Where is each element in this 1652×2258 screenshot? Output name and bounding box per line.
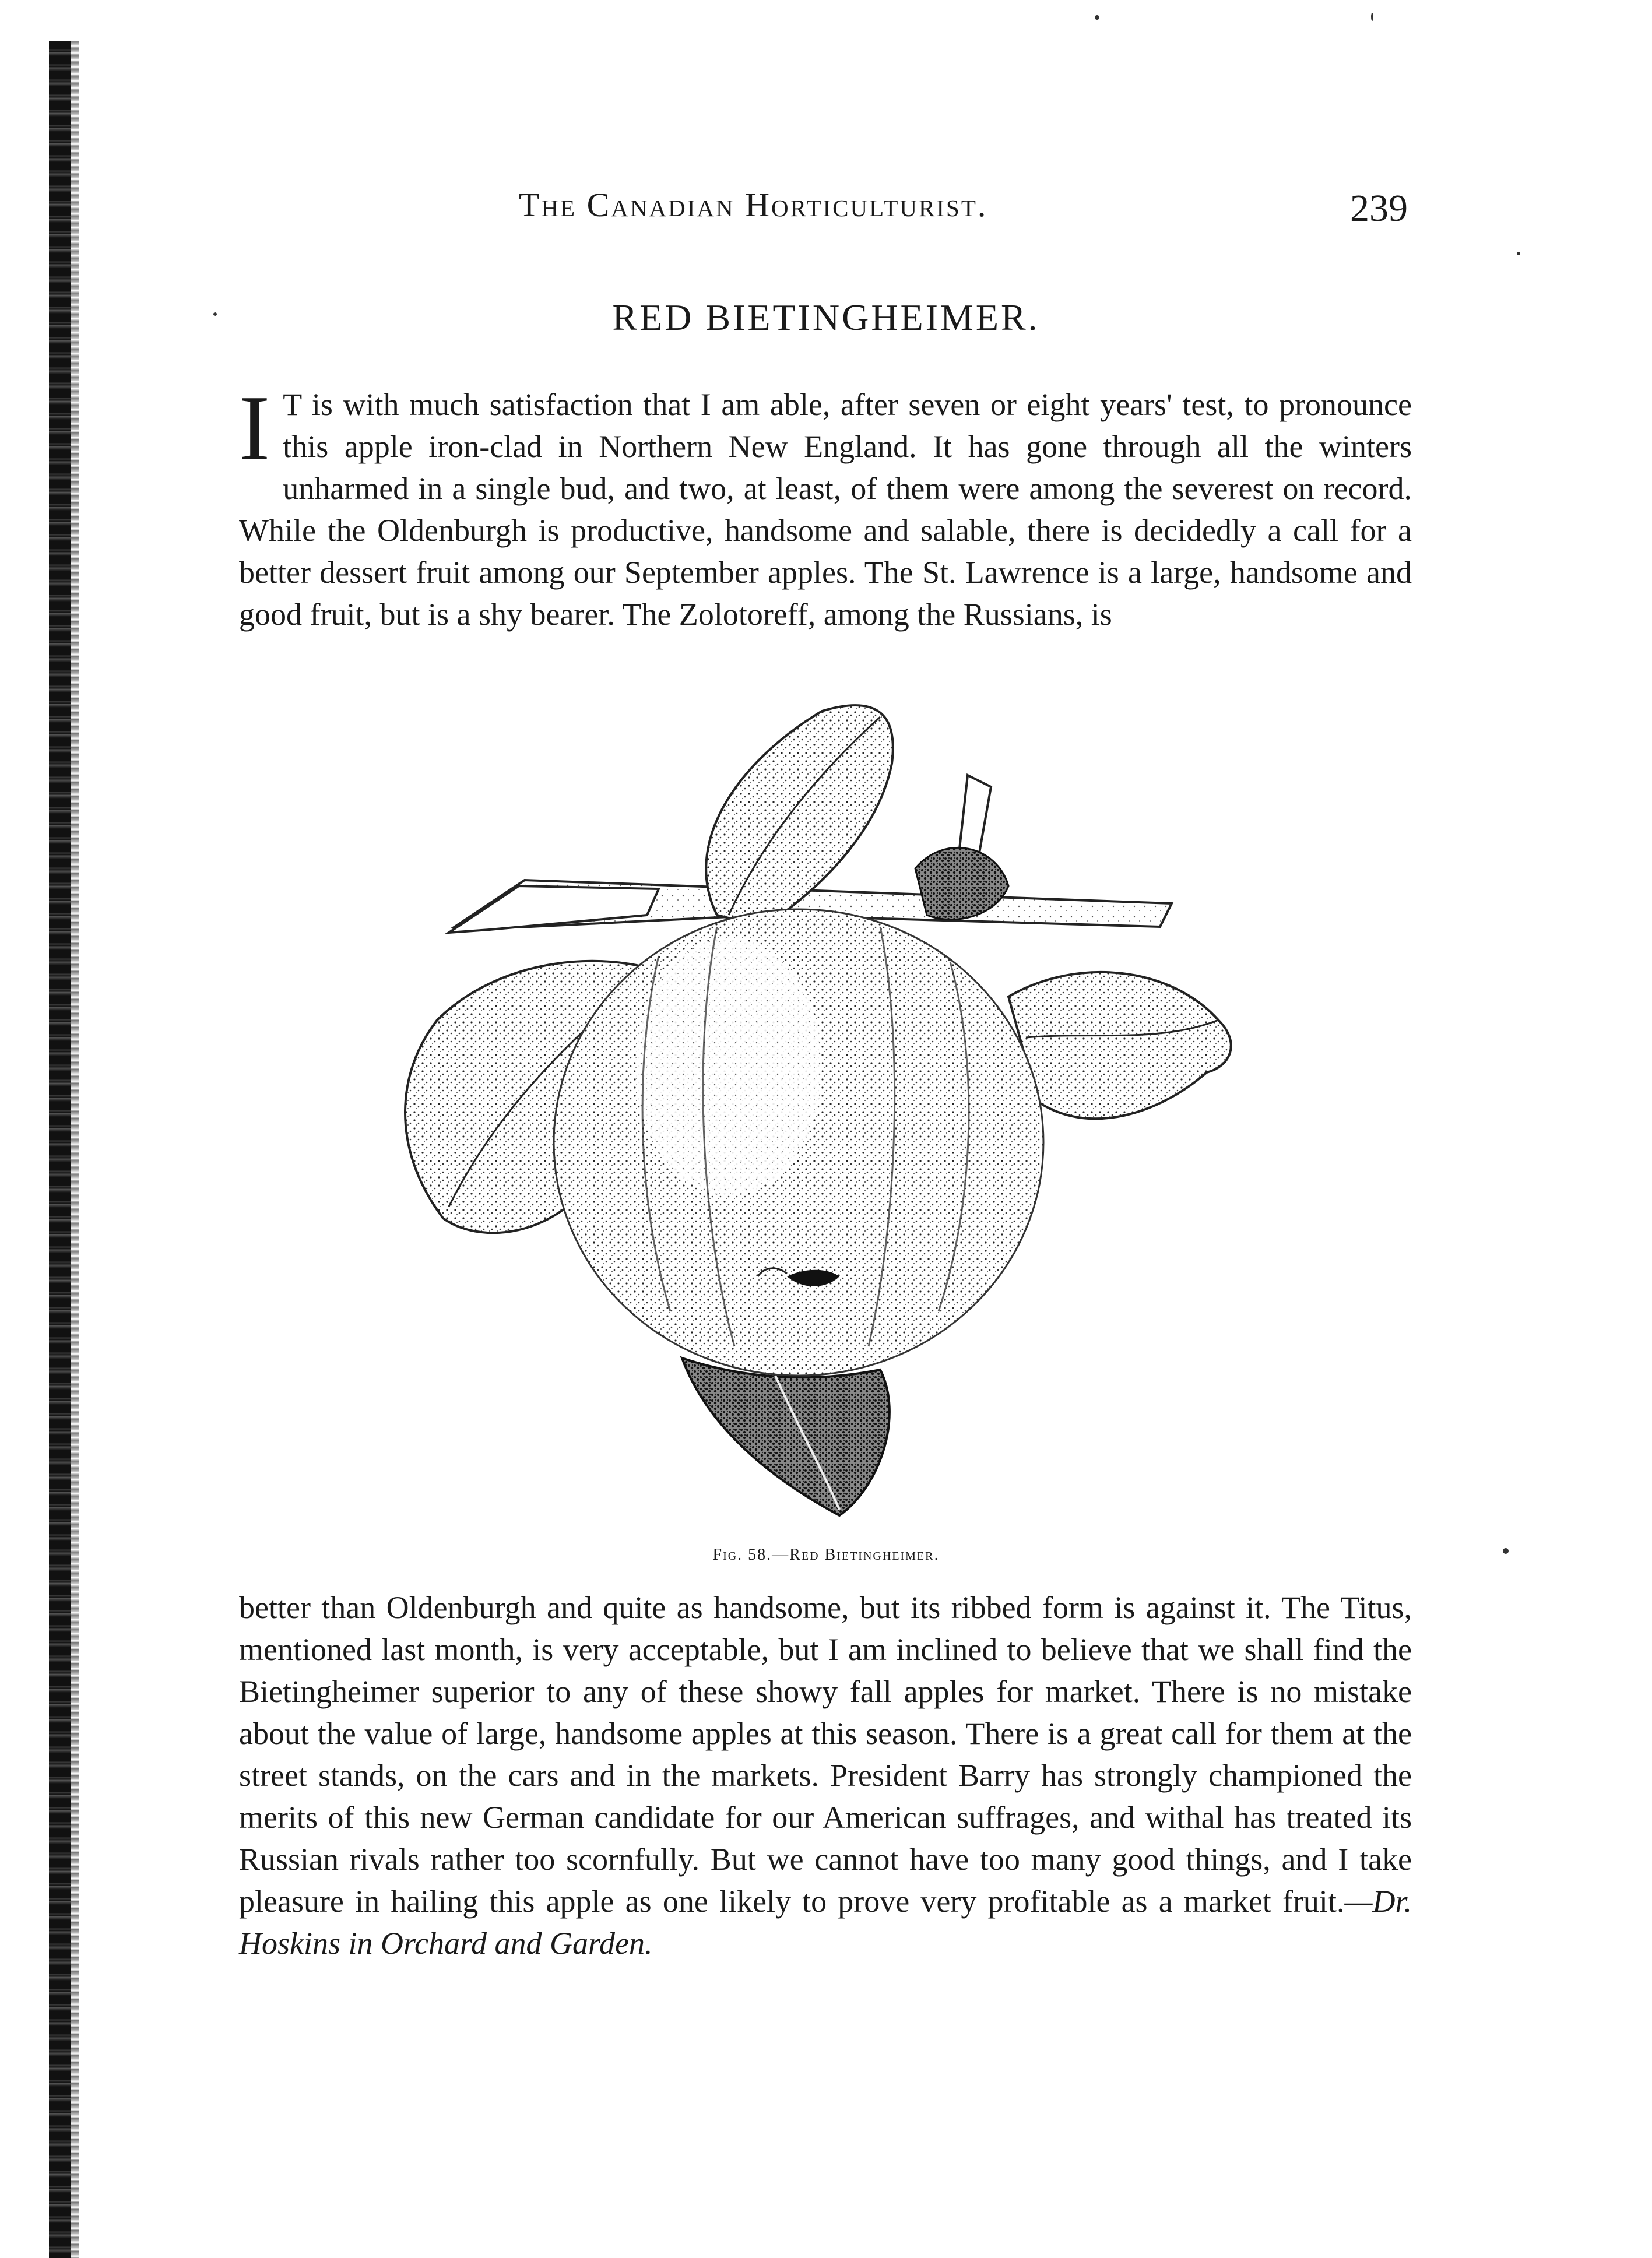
article-title: RED BIETINGHEIMER. bbox=[612, 297, 1040, 338]
figure-caption: Fig. 58.—Red Bietingheimer. bbox=[712, 1546, 940, 1564]
scan-speck bbox=[1503, 1548, 1509, 1554]
apple-engraving bbox=[356, 694, 1288, 1527]
scan-speck bbox=[1517, 252, 1520, 255]
scan-speck bbox=[1095, 15, 1099, 20]
binding-edge bbox=[49, 41, 77, 2258]
drop-cap: I bbox=[239, 376, 270, 480]
right-leaf bbox=[1008, 972, 1231, 1119]
paragraph-1 bbox=[239, 376, 1412, 635]
paragraph-1-text: T is with much satisfaction that I am able, after seven or eight years' test, to pronounce this apple iron-clad in Northern New England. It has gone through all the winters unharmed in a single bud, and two, at least, of them were among the severest on record. While the Oldenburgh is productive, handsome and salable, there is decidedly a call for a better dessert fruit among our September apples. The St. Lawrence is a large, handsome and good fruit, but is a shy bearer. The Zolotoreff, among the Russians, is bbox=[239, 387, 1412, 632]
running-head: The Canadian Horticulturist. bbox=[519, 186, 988, 224]
bottom-leaf bbox=[682, 1358, 890, 1515]
scan-speck bbox=[1371, 13, 1373, 21]
page-number: 239 bbox=[1350, 187, 1408, 230]
paragraph-2 bbox=[239, 1587, 1412, 1964]
apple-illustration bbox=[356, 694, 1288, 1527]
attribution: —Dr. Hoskins in Orchard and Garden. bbox=[239, 1884, 1412, 1961]
scan-speck bbox=[213, 312, 217, 316]
paragraph-2-text: better than Oldenburgh and quite as handsome, but its ribbed form is against it. The Titus, mentioned last month, is very acceptable, but I am inclined to believe that we shall find the Bietingheimer superior to any of these showy fall apples for market. There is no mistake about the value of large, handsome apples at this season. There is a great call for them at the street stands, on the cars and in the markets. President Barry has strongly championed the merits of this new German candidate for our American suffrages, and withal has treated its Russian rivals rather too scornfully. But we cannot have too many good things, and I take pleasure in hailing this apple as one likely to prove very profitable as a market fruit. bbox=[239, 1590, 1412, 1919]
